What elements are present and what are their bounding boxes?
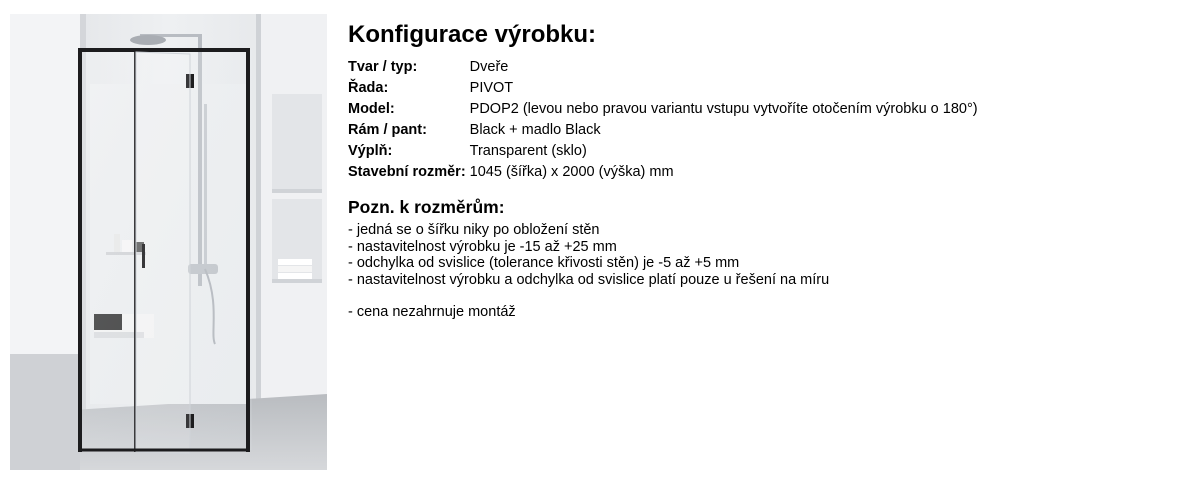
spec-row xyxy=(348,141,978,162)
note-item: - nastavitelnost výrobku a odchylka od svislice platí pouze u řešení na míru xyxy=(348,271,830,288)
product-configuration xyxy=(348,20,1188,321)
spec-key: Stavební rozměr: xyxy=(348,164,466,180)
spec-key: Model: xyxy=(348,101,395,117)
spec-key: Výplň: xyxy=(348,143,393,159)
spec-row xyxy=(348,57,978,78)
spec-value: Transparent (sklo) xyxy=(469,143,587,159)
spec-row xyxy=(348,99,978,120)
spec-value: PIVOT xyxy=(469,80,514,96)
spec-value: Black + madlo Black xyxy=(469,122,601,138)
note-item: - odchylka od svislice (tolerance křivosti stěn) je -5 až +5 mm xyxy=(348,255,740,271)
notes-list xyxy=(348,222,1188,288)
note-item: - nastavitelnost výrobku je -15 až +25 mm xyxy=(348,238,617,255)
price-note: - cena nezahrnuje montáž xyxy=(348,304,516,320)
spec-table xyxy=(348,57,978,183)
product-photo xyxy=(10,14,327,470)
spec-row xyxy=(348,120,978,141)
spec-value: Dveře xyxy=(469,59,509,75)
spec-key: Řada: xyxy=(348,80,389,96)
spec-key: Rám / pant: xyxy=(348,122,427,138)
notes-title: Pozn. k rozměrům: xyxy=(348,197,505,217)
spec-row xyxy=(348,78,978,99)
note-item: - jedná se o šířku niky po obložení stěn xyxy=(348,222,600,238)
spec-row xyxy=(348,162,978,183)
spec-value: PDOP2 (levou nebo pravou variantu vstupu vytvoříte otočením výrobku o 180°) xyxy=(469,101,978,117)
configuration-title: Konfigurace výrobku: xyxy=(348,21,597,48)
spec-value: 1045 (šířka) x 2000 (výška) mm xyxy=(469,164,674,180)
spec-key: Tvar / typ: xyxy=(348,59,418,75)
